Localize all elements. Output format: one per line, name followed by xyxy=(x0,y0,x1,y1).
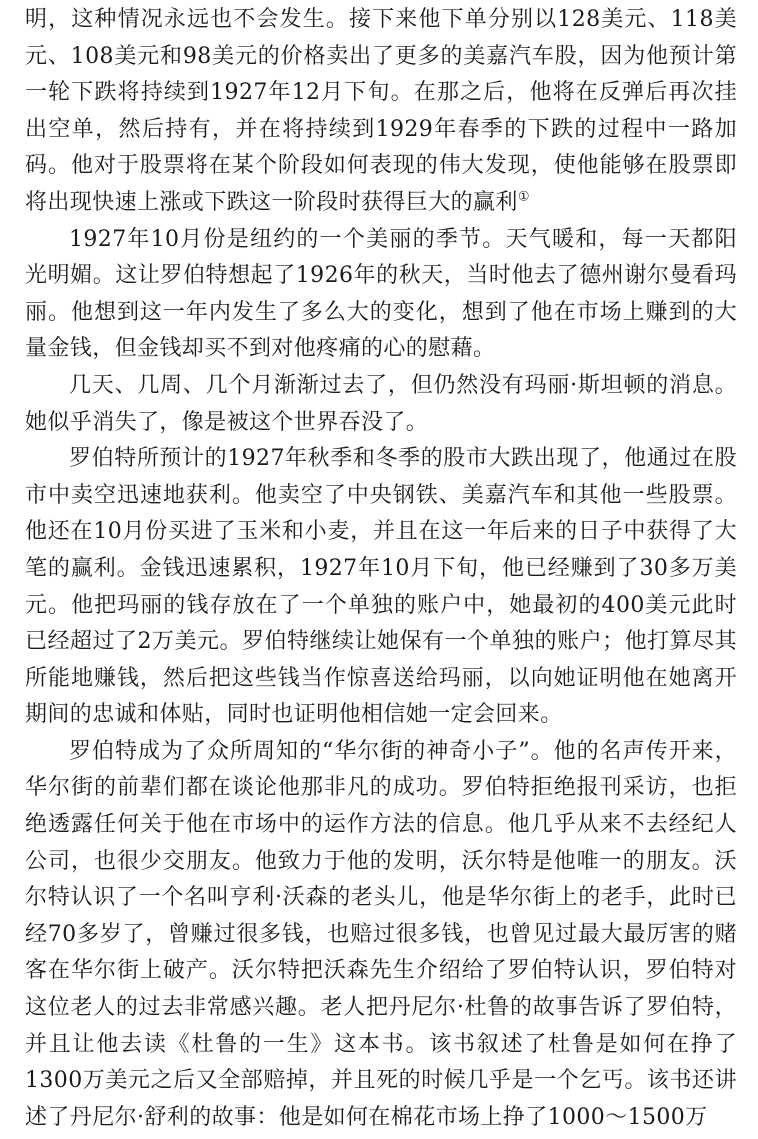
paragraph-2: 1927年10月份是纽约的一个美丽的季节。天气暖和，每一天都阳光明媚。这让罗伯特想起了1926年的秋天，当时他去了德州谢尔曼看玛丽。他想到这一年内发生了多么大的变化，想到了他在市场上赚到的大量金钱，但金钱却买不到对他疼痛的心的慰藉。 xyxy=(25,226,737,362)
paragraph-4: 罗伯特所预计的1927年秋季和冬季的股市大跌出现了，他通过在股市中卖空迅速地获利。他卖空了中央钢铁、美嘉汽车和其他一些股票。他还在10月份买进了玉米和小麦，并且在这一年后来的日子中获得了大笔的赢利。金钱迅速累积，1927年10月下旬，他已经赚到了30多万美元。他把玛丽的钱存放在了一个单独的账户中，她最初的400美元此时已经超过了2万美元。罗伯特继续让她保有一个单独的账户；他打算尽其所能地赚钱，然后把这些钱当作惊喜送给玛丽，以向她证明他在她离开期间的忠诚和体贴，同时也证明他相信她一定会回来。 xyxy=(25,446,737,728)
paragraph-5: 罗伯特成为了众所周知的“华尔街的神奇小子”。他的名声传开来，华尔街的前辈们都在谈论他那非凡的成功。罗伯特拒绝报刊采访，也拒绝透露任何关于他在市场中的运作方法的信息。他几乎从来不去经纪人公司，也很少交朋友。他致力于他的发明，沃尔特是他唯一的朋友。沃尔特认识了一个名叫亨利·沃森的老头儿，他是华尔街上的老手，此时已经70多岁了，曾赚过很多钱，也赔过很多钱，也曾见过最大最厉害的赌客在华尔街上破产。沃尔特把沃森先生介绍给了罗伯特认识，罗伯特对这位老人的过去非常感兴趣。老人把丹尼尔·杜鲁的故事告诉了罗伯特，并且让他去读《杜鲁的一生》这本书。该书叙述了杜鲁是如何在挣了1300万美元之后又全部赔掉，并且死的时候几乎是一个乞丐。该书还讲述了丹尼尔·舒利的故事：他是如何在棉花市场上挣了1000～1500万 xyxy=(25,738,737,1130)
paragraph-1 xyxy=(25,2,737,222)
footnote-marker: ① xyxy=(517,189,530,205)
paragraph-3: 几天、几周、几个月渐渐过去了，但仍然没有玛丽·斯坦顿的消息。她似乎消失了，像是被这个世界吞没了。 xyxy=(25,372,737,435)
book-page xyxy=(25,2,737,1136)
paragraph-1-text: 明，这种情况永远也不会发生。接下来他下单分别以128美元、118美元、108美元和98美元的价格卖出了更多的美嘉汽车股，因为他预计第一轮下跌将持续到1927年12月下旬。在那之后，他将在反弹后再次挂出空单，然后持有，并在将持续到1929年春季的下跌的过程中一路加码。他对于股票将在某个阶段如何表现的伟大发现，使他能够在股票即将出现快速上涨或下跌这一阶段时获得巨大的赢利 xyxy=(25,7,737,215)
